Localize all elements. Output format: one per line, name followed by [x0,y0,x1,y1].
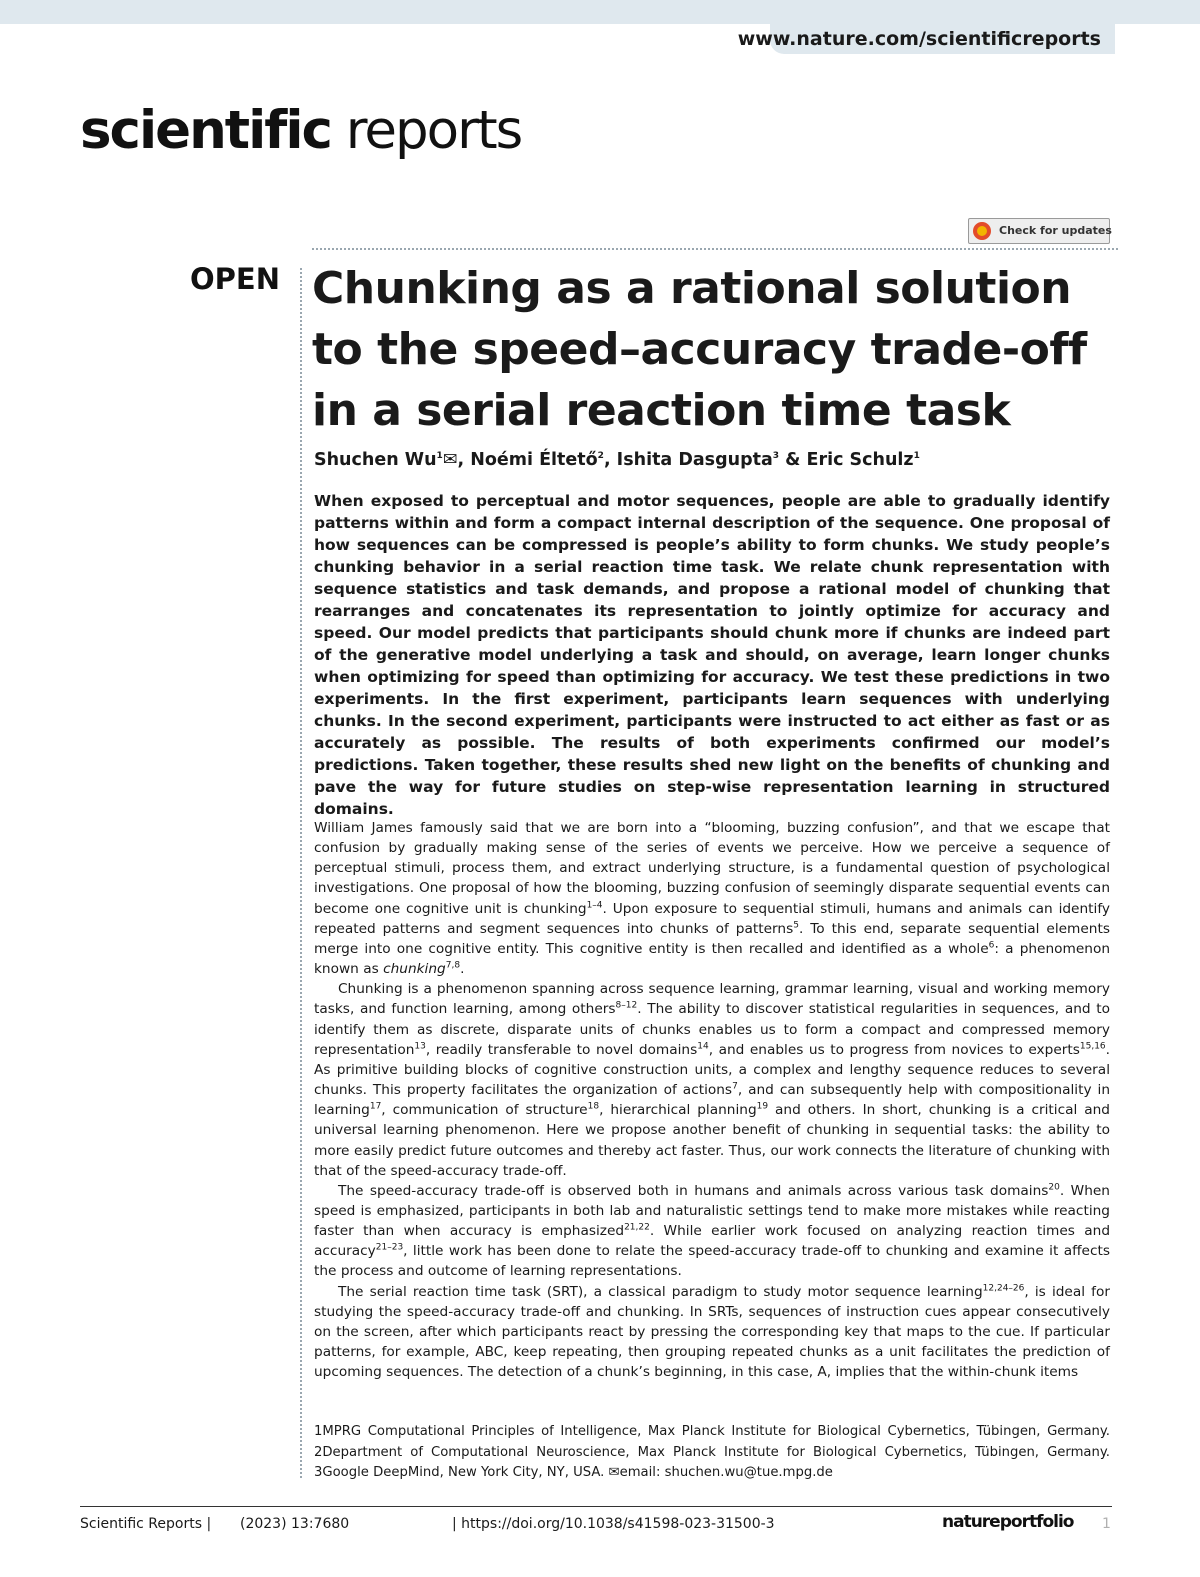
citation-link[interactable]: 6 [988,940,995,951]
citation-link[interactable]: 14 [697,1041,709,1052]
check-updates-label: Check for updates [999,224,1112,237]
check-for-updates-button[interactable] [968,218,1110,244]
journal-url[interactable]: www.nature.com/scientificreports [737,28,1101,50]
journal-brand-logo [80,100,521,161]
citation-link[interactable]: 21,22 [624,1222,650,1233]
body-paragraph: The serial reaction time task (SRT), a classical paradigm to study motor sequence learning$^{12,24-26}$, is ideal for studying the speed-accuracy trade-off and chunking. In SRTs, sequences of instruction cues appear consecutively on the screen, after which participants react by pressing the corresponding key that maps to the cue. If particular patterns, for example, ABC, keep repeating, then grouping repeated chunks as a unit facilitates the prediction of upcoming sequences. The detection of a chunk’s beginning, in this case, A, implies that the within-chunk items [314,1283,1111,1381]
citation-link[interactable]: 20 [1048,1182,1060,1193]
citation-link[interactable]: 13 [414,1041,426,1052]
citation-link[interactable]: 7,8 [445,960,461,971]
publisher-logo: natureportfolio [942,1512,1074,1532]
body-text [314,818,1110,1382]
footer-doi-link[interactable]: | https://doi.org/10.1038/s41598-023-31500-3 [452,1516,775,1532]
emphasized-term: chunking [383,961,446,978]
citation-link[interactable]: 17 [369,1101,382,1112]
citation-link[interactable]: 15,16 [1079,1041,1106,1052]
check-updates-icon [973,222,991,240]
body-paragraph: The speed-accuracy trade-off is observed both in humans and animals across various task domains$^{20}$. When speed is emphasized, participants in both lab and naturalistic settings tend to make more mistakes while reacting faster than when accuracy is emphasized$^{21,22}$. While earlier work focused on analyzing reaction times and accuracy$^{21-23}$, little work has been done to relate the speed-accuracy trade-off to chunking and examine it affects the process and outcome of learning representations. [314,1182,1111,1280]
citation-link[interactable]: 19 [756,1101,769,1112]
footer-divider [80,1506,1112,1507]
citation-link[interactable]: 21–23 [375,1242,404,1253]
citation-link[interactable]: 18 [587,1101,600,1112]
body-paragraph: William James famously said that we are born into a “blooming, buzzing confusion”, and that we escape that confusion by gradually making sense of the series of events we perceive. How we perceive a sequence of perceptual stimuli, process them, and extract underlying structure, is a fundamental question of psychological investigations. One proposal of how the blooming, buzzing confusion of seemingly disparate sequential events can become one cognitive unit is chunking$^{1-4}$. Upon exposure to sequential stimuli, humans and animals can identify repeated patterns and segment sequences into chunks of patterns$^5$. To this end, separate sequential elements merge into one cognitive entity. This cognitive entity is then recalled and identified as a whole$^6$: a phenomenon known as chunking$^{7,8}$. [314,820,1111,978]
abstract: When exposed to perceptual and motor sequences, people are able to gradually identify patterns within and form a compact internal description of the sequence. One proposal of how sequences can be compressed is people’s ability to form chunks. We study people’s chunking behavior in a serial reaction time task. We relate chunk representation with sequence statistics and task demands, and propose a rational model of chunking that rearranges and concatenates its representation to jointly optimize for accuracy and speed. Our model predicts that participants should chunk more if chunks are indeed part of the generative model underlying a task and should, on average, learn longer chunks when optimizing for speed than optimizing for accuracy. We test these predictions in two experiments. In the first experiment, participants learn sequences with underlying chunks. In the second experiment, participants were instructed to act either as fast or as accurately as possible. The results of both experiments confirmed our model’s predictions. Taken together, these results shed new light on the benefits of chunking and pave the way for future studies on step-wise representation learning in structured domains. [314,492,1110,818]
footer-volume: (2023) 13:7680 [240,1516,350,1532]
margin-divider [300,268,302,1478]
citation-link[interactable]: 1–4 [586,900,603,911]
citation-link[interactable]: 8–12 [615,1000,638,1011]
open-access-label: OPEN [190,262,280,296]
body-paragraph: Chunking is a phenomenon spanning across sequence learning, grammar learning, visual and working memory tasks, and function learning, among others$^{8-12}$. The ability to discover statistical regularities in sequences, and to identify them as discrete, disparate units of chunks enables us to form a compact and compressed memory representation$^{13}$, readily transferable to novel domains$^{14}$, and enables us to progress from novices to experts$^{15,16}$. As primitive building blocks of cognitive construction units, a complex and lengthy sequence reduces to several chunks. This property facilitates the organization of actions$^7$, and can subsequently help with compositionality in learning$^{17}$, communication of structure$^{18}$, hierarchical planning$^{19}$ and others. In short, chunking is a critical and universal learning phenomenon. Here we propose another benefit of chunking in sequential tasks: the ability to more easily predict future outcomes and thereby act faster. Thus, our work connects the literature of chunking with that of the speed-accuracy trade-off. [314,981,1111,1179]
citation-link[interactable]: 5 [793,920,799,931]
affiliations: 1MPRG Computational Principles of Intelligence, Max Planck Institute for Biological Cybernetics, Tübingen, Germany. 2Department of Computational Neuroscience, Max Planck Institute for Biological Cybernetics, Tübingen, Germany. 3Google DeepMind, New York City, NY, USA. ✉email: shuchen.wu@tue.mpg.de [314,1424,1110,1480]
email-icon[interactable]: ✉ [442,450,458,470]
brand-bold: scientific [80,100,331,161]
citation-link[interactable]: 12,24–26 [982,1283,1025,1294]
top-bar [0,0,1200,24]
brand-light: reports [330,100,522,161]
journal-url-badge[interactable] [737,24,1115,54]
author-list: Shuchen Wu$^1$✉, Noémi Éltető$^2$, Ishita Dasgupta$^3$ & Eric Schulz$^1$ [314,450,920,470]
page-number: 1 [1102,1516,1111,1532]
footer-journal: Scientific Reports | [80,1516,212,1532]
article-title: Chunking as a rational solution to the speed–accuracy trade-off in a serial reaction time task [312,263,1087,436]
citation-link[interactable]: 7 [732,1081,738,1092]
header-divider [312,248,1118,250]
